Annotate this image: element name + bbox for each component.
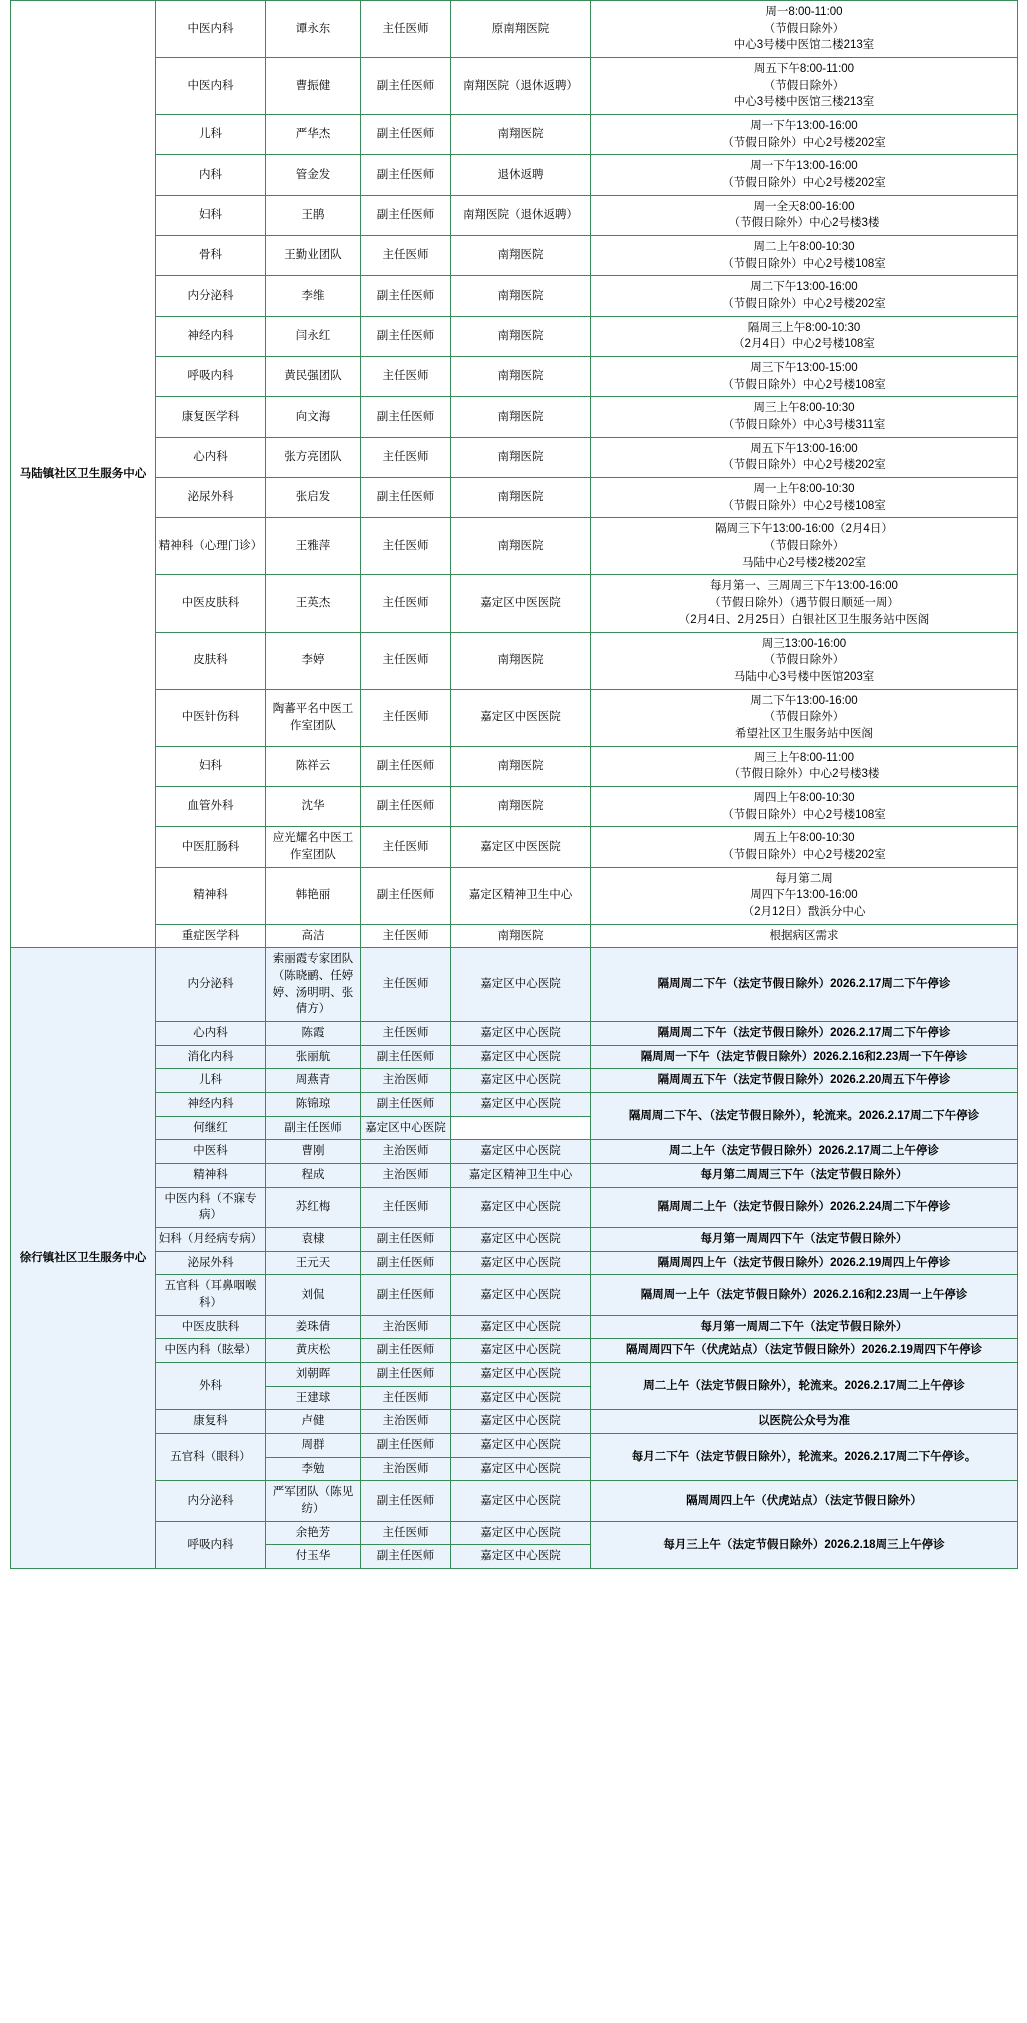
hospital-cell: 南翔医院 <box>451 924 591 948</box>
department-cell: 血管外科 <box>156 786 266 826</box>
department-cell: 内分泌科 <box>156 1481 266 1521</box>
expert-name-cell: 张启发 <box>266 478 361 518</box>
table-row <box>11 575 1018 632</box>
department-cell: 内分泌科 <box>156 276 266 316</box>
hospital-cell: 嘉定区中心医院 <box>451 1545 591 1569</box>
professional-title-cell: 主治医师 <box>361 1140 451 1164</box>
hospital-cell: 嘉定区中心医院 <box>451 1227 591 1251</box>
schedule-time-cell: 隔周周四下午（伏虎站点）（法定节假日除外）2026.2.19周四下午停诊 <box>591 1339 1018 1363</box>
schedule-time-cell: 每月第一周周二下午（法定节假日除外） <box>591 1315 1018 1339</box>
hospital-cell: 嘉定区中心医院 <box>451 1315 591 1339</box>
table-row <box>11 1140 1018 1164</box>
hospital-cell: 嘉定区中医医院 <box>451 689 591 746</box>
professional-title-cell: 主治医师 <box>361 1163 451 1187</box>
schedule-time-cell: 周二下午13:00-16:00 （节假日除外）中心2号楼202室 <box>591 276 1018 316</box>
schedule-time-cell: 每月第二周周三下午（法定节假日除外） <box>591 1163 1018 1187</box>
table-row <box>11 786 1018 826</box>
expert-name-cell: 王鹃 <box>266 195 361 235</box>
schedule-time-cell: 周四上午8:00-10:30 （节假日除外）中心2号楼108室 <box>591 786 1018 826</box>
hospital-cell: 南翔医院（退休返聘） <box>451 58 591 115</box>
department-cell: 内科 <box>156 155 266 195</box>
department-cell: 心内科 <box>156 437 266 477</box>
professional-title-cell: 主任医师 <box>361 437 451 477</box>
department-cell: 中医皮肤科 <box>156 575 266 632</box>
department-cell: 精神科 <box>156 867 266 924</box>
hospital-cell: 嘉定区中心医院 <box>361 1116 451 1140</box>
professional-title-cell: 主任医师 <box>361 1 451 58</box>
expert-name-cell: 黄民强团队 <box>266 357 361 397</box>
professional-title-cell: 主任医师 <box>361 518 451 575</box>
professional-title-cell: 副主任医师 <box>361 316 451 356</box>
table-row <box>11 518 1018 575</box>
table-row <box>11 689 1018 746</box>
hospital-cell: 嘉定区中心医院 <box>451 1251 591 1275</box>
expert-name-cell: 应光耀名中医工作室团队 <box>266 827 361 867</box>
table-row <box>11 1410 1018 1434</box>
expert-name-cell: 姜珠倩 <box>266 1315 361 1339</box>
table-row <box>11 1187 1018 1227</box>
hospital-cell: 退休返聘 <box>451 155 591 195</box>
hospital-cell: 嘉定区中心医院 <box>451 1069 591 1093</box>
professional-title-cell: 副主任医师 <box>361 1092 451 1116</box>
expert-name-cell: 王雅萍 <box>266 518 361 575</box>
schedule-time-cell: 周一上午8:00-10:30 （节假日除外）中心2号楼108室 <box>591 478 1018 518</box>
professional-title-cell: 副主任医师 <box>361 115 451 155</box>
table-row <box>11 1045 1018 1069</box>
expert-name-cell: 曹刚 <box>266 1140 361 1164</box>
schedule-time-cell: 周一下午13:00-16:00 （节假日除外）中心2号楼202室 <box>591 155 1018 195</box>
professional-title-cell: 主任医师 <box>361 948 451 1022</box>
schedule-time-cell: 周五下午13:00-16:00 （节假日除外）中心2号楼202室 <box>591 437 1018 477</box>
professional-title-cell: 主任医师 <box>361 689 451 746</box>
professional-title-cell: 主治医师 <box>361 1069 451 1093</box>
department-cell: 五官科（眼科） <box>156 1434 266 1481</box>
expert-name-cell: 索丽霞专家团队（陈晓鹂、任婷婷、汤明明、张倩方） <box>266 948 361 1022</box>
table-row <box>11 1315 1018 1339</box>
expert-name-cell: 王勤业团队 <box>266 236 361 276</box>
schedule-time-cell: 每月二下午（法定节假日除外），轮流来。2026.2.17周二下午停诊。 <box>591 1434 1018 1481</box>
hospital-cell: 南翔医院 <box>451 518 591 575</box>
department-cell: 皮肤科 <box>156 632 266 689</box>
professional-title-cell: 主治医师 <box>361 1457 451 1481</box>
department-cell: 中医肛肠科 <box>156 827 266 867</box>
department-cell: 中医内科 <box>156 58 266 115</box>
professional-title-cell: 副主任医师 <box>361 1434 451 1458</box>
expert-name-cell: 陈霞 <box>266 1021 361 1045</box>
schedule-time-cell: 周五上午8:00-10:30 （节假日除外）中心2号楼202室 <box>591 827 1018 867</box>
professional-title-cell: 主任医师 <box>361 575 451 632</box>
expert-schedule-table <box>10 0 1018 1569</box>
schedule-time-cell: 周二上午（法定节假日除外）2026.2.17周二上午停诊 <box>591 1140 1018 1164</box>
table-row <box>11 276 1018 316</box>
professional-title-cell: 副主任医师 <box>361 478 451 518</box>
professional-title-cell: 主任医师 <box>361 827 451 867</box>
expert-name-cell: 张丽航 <box>266 1045 361 1069</box>
professional-title-cell: 副主任医师 <box>361 1251 451 1275</box>
expert-name-cell: 陈锦琼 <box>266 1092 361 1116</box>
expert-name-cell: 袁棣 <box>266 1227 361 1251</box>
schedule-time-cell: 周二下午13:00-16:00 （节假日除外） 希望社区卫生服务站中医阁 <box>591 689 1018 746</box>
professional-title-cell: 副主任医师 <box>361 397 451 437</box>
department-cell: 中医内科（眩晕） <box>156 1339 266 1363</box>
schedule-time-cell: 隔周周二下午（法定节假日除外）2026.2.17周二下午停诊 <box>591 948 1018 1022</box>
table-row <box>11 1092 1018 1116</box>
expert-name-cell: 严军团队（陈见纺） <box>266 1481 361 1521</box>
expert-name-cell: 王元天 <box>266 1251 361 1275</box>
hospital-cell: 嘉定区中心医院 <box>451 1481 591 1521</box>
schedule-time-cell: 每月第二周 周四下午13:00-16:00 （2月12日）戬浜分中心 <box>591 867 1018 924</box>
professional-title-cell: 主任医师 <box>361 924 451 948</box>
department-cell: 泌尿外科 <box>156 1251 266 1275</box>
hospital-cell: 嘉定区精神卫生中心 <box>451 1163 591 1187</box>
hospital-cell: 南翔医院 <box>451 632 591 689</box>
department-cell: 儿科 <box>156 115 266 155</box>
schedule-time-cell: 周三下午13:00-15:00 （节假日除外）中心2号楼108室 <box>591 357 1018 397</box>
table-row <box>11 478 1018 518</box>
schedule-time-cell: 每月第一周周四下午（法定节假日除外） <box>591 1227 1018 1251</box>
table-row <box>11 948 1018 1022</box>
expert-name-cell: 何继红 <box>156 1116 266 1140</box>
professional-title-cell: 主任医师 <box>361 1521 451 1545</box>
schedule-time-cell: 周一全天8:00-16:00 （节假日除外）中心2号楼3楼 <box>591 195 1018 235</box>
schedule-time-cell: 隔周三上午8:00-10:30 （2月4日）中心2号楼108室 <box>591 316 1018 356</box>
department-cell: 康复医学科 <box>156 397 266 437</box>
schedule-time-cell: 每月三上午（法定节假日除外）2026.2.18周三上午停诊 <box>591 1521 1018 1568</box>
table-row <box>11 236 1018 276</box>
professional-title-cell: 副主任医师 <box>361 276 451 316</box>
schedule-time-cell: 周一下午13:00-16:00 （节假日除外）中心2号楼202室 <box>591 115 1018 155</box>
hospital-cell: 南翔医院 <box>451 357 591 397</box>
expert-name-cell: 王英杰 <box>266 575 361 632</box>
hospital-cell: 南翔医院 <box>451 478 591 518</box>
professional-title-cell: 副主任医师 <box>361 195 451 235</box>
table-row <box>11 437 1018 477</box>
hospital-cell: 南翔医院 <box>451 276 591 316</box>
schedule-time-cell: 隔周周四上午（法定节假日除外）2026.2.19周四上午停诊 <box>591 1251 1018 1275</box>
table-row <box>11 316 1018 356</box>
schedule-time-cell: 隔周周五下午（法定节假日除外）2026.2.20周五下午停诊 <box>591 1069 1018 1093</box>
table-row <box>11 867 1018 924</box>
department-cell: 中医针伤科 <box>156 689 266 746</box>
table-row <box>11 827 1018 867</box>
hospital-cell: 南翔医院 <box>451 397 591 437</box>
schedule-time-cell: 隔周周二下午、（法定节假日除外），轮流来。2026.2.17周二下午停诊 <box>591 1092 1018 1139</box>
table-row <box>11 1434 1018 1458</box>
hospital-cell: 南翔医院 <box>451 746 591 786</box>
professional-title-cell: 副主任医师 <box>361 746 451 786</box>
hospital-cell: 嘉定区中心医院 <box>451 948 591 1022</box>
expert-name-cell: 苏红梅 <box>266 1187 361 1227</box>
professional-title-cell: 副主任医师 <box>361 867 451 924</box>
schedule-time-cell: 周二上午8:00-10:30 （节假日除外）中心2号楼108室 <box>591 236 1018 276</box>
expert-name-cell: 卢健 <box>266 1410 361 1434</box>
schedule-time-cell: 周三上午8:00-10:30 （节假日除外）中心3号楼311室 <box>591 397 1018 437</box>
department-cell: 五官科（耳鼻咽喉科） <box>156 1275 266 1315</box>
schedule-time-cell: 每月第一、三周周三下午13:00-16:00 （节假日除外）（遇节假日顺延一周） （2月4日、2月25日）白银社区卫生服务站中医阁 <box>591 575 1018 632</box>
table-row <box>11 1363 1018 1387</box>
expert-name-cell: 沈华 <box>266 786 361 826</box>
table-row <box>11 632 1018 689</box>
hospital-cell: 南翔医院 <box>451 115 591 155</box>
hospital-cell: 嘉定区中心医院 <box>451 1045 591 1069</box>
expert-name-cell: 闫永红 <box>266 316 361 356</box>
department-cell: 内分泌科 <box>156 948 266 1022</box>
department-cell: 精神科（心理门诊） <box>156 518 266 575</box>
department-cell: 神经内科 <box>156 316 266 356</box>
professional-title-cell: 主任医师 <box>361 357 451 397</box>
professional-title-cell: 主治医师 <box>361 1315 451 1339</box>
professional-title-cell: 副主任医师 <box>361 1363 451 1387</box>
department-cell: 儿科 <box>156 1069 266 1093</box>
department-cell: 泌尿外科 <box>156 478 266 518</box>
department-cell: 呼吸内科 <box>156 1521 266 1568</box>
expert-name-cell: 程成 <box>266 1163 361 1187</box>
professional-title-cell: 副主任医师 <box>361 1545 451 1569</box>
hospital-cell: 嘉定区精神卫生中心 <box>451 867 591 924</box>
table-row <box>11 1521 1018 1545</box>
expert-name-cell: 曹振健 <box>266 58 361 115</box>
expert-name-cell: 周群 <box>266 1434 361 1458</box>
department-cell: 妇科 <box>156 195 266 235</box>
department-cell: 骨科 <box>156 236 266 276</box>
department-cell: 康复科 <box>156 1410 266 1434</box>
professional-title-cell: 主任医师 <box>361 1386 451 1410</box>
schedule-time-cell: 周三上午8:00-11:00 （节假日除外）中心2号楼3楼 <box>591 746 1018 786</box>
table-row <box>11 1 1018 58</box>
professional-title-cell: 副主任医师 <box>266 1116 361 1140</box>
table-row <box>11 1481 1018 1521</box>
expert-name-cell: 陈祥云 <box>266 746 361 786</box>
professional-title-cell: 副主任医师 <box>361 1045 451 1069</box>
hospital-cell: 南翔医院 <box>451 437 591 477</box>
department-cell: 神经内科 <box>156 1092 266 1116</box>
department-cell: 中医内科（不寐专病） <box>156 1187 266 1227</box>
department-cell: 消化内科 <box>156 1045 266 1069</box>
schedule-time-cell: 以医院公众号为准 <box>591 1410 1018 1434</box>
expert-name-cell: 王建球 <box>266 1386 361 1410</box>
department-cell: 精神科 <box>156 1163 266 1187</box>
table-row <box>11 1227 1018 1251</box>
table-row <box>11 115 1018 155</box>
professional-title-cell: 主治医师 <box>361 1410 451 1434</box>
table-row <box>11 1339 1018 1363</box>
table-row <box>11 1069 1018 1093</box>
professional-title-cell: 主任医师 <box>361 1021 451 1045</box>
hospital-cell: 嘉定区中医医院 <box>451 827 591 867</box>
professional-title-cell: 主任医师 <box>361 632 451 689</box>
hospital-cell: 嘉定区中心医院 <box>451 1521 591 1545</box>
professional-title-cell: 副主任医师 <box>361 155 451 195</box>
hospital-cell: 嘉定区中心医院 <box>451 1386 591 1410</box>
professional-title-cell: 主任医师 <box>361 236 451 276</box>
table-row <box>11 746 1018 786</box>
hospital-cell: 南翔医院（退休返聘） <box>451 195 591 235</box>
hospital-cell: 嘉定区中心医院 <box>451 1339 591 1363</box>
schedule-time-cell: 隔周周二下午（法定节假日除外）2026.2.17周二下午停诊 <box>591 1021 1018 1045</box>
expert-name-cell: 李勉 <box>266 1457 361 1481</box>
table-row <box>11 924 1018 948</box>
hospital-cell: 原南翔医院 <box>451 1 591 58</box>
professional-title-cell: 副主任医师 <box>361 1481 451 1521</box>
department-cell: 妇科（月经病专病） <box>156 1227 266 1251</box>
schedule-time-cell: 隔周周一上午（法定节假日除外）2026.2.16和2.23周一上午停诊 <box>591 1275 1018 1315</box>
professional-title-cell: 副主任医师 <box>361 1227 451 1251</box>
expert-name-cell: 刘朝晖 <box>266 1363 361 1387</box>
professional-title-cell: 副主任医师 <box>361 58 451 115</box>
hospital-cell: 南翔医院 <box>451 316 591 356</box>
expert-name-cell: 严华杰 <box>266 115 361 155</box>
professional-title-cell: 副主任医师 <box>361 786 451 826</box>
table-body <box>11 1 1018 1569</box>
expert-name-cell: 谭永东 <box>266 1 361 58</box>
professional-title-cell: 副主任医师 <box>361 1339 451 1363</box>
hospital-cell: 嘉定区中心医院 <box>451 1275 591 1315</box>
schedule-time-cell: 周二上午（法定节假日除外），轮流来。2026.2.17周二上午停诊 <box>591 1363 1018 1410</box>
expert-name-cell: 张方亮团队 <box>266 437 361 477</box>
table-row <box>11 357 1018 397</box>
hospital-cell: 嘉定区中心医院 <box>451 1363 591 1387</box>
table-row <box>11 1163 1018 1187</box>
expert-name-cell: 余艳芳 <box>266 1521 361 1545</box>
table-row <box>11 155 1018 195</box>
expert-name-cell: 李维 <box>266 276 361 316</box>
hospital-cell: 南翔医院 <box>451 236 591 276</box>
expert-name-cell: 周燕青 <box>266 1069 361 1093</box>
hospital-cell: 嘉定区中心医院 <box>451 1140 591 1164</box>
department-cell: 外科 <box>156 1363 266 1410</box>
professional-title-cell: 副主任医师 <box>361 1275 451 1315</box>
schedule-time-cell: 周一8:00-11:00 （节假日除外） 中心3号楼中医馆二楼213室 <box>591 1 1018 58</box>
hospital-cell: 嘉定区中心医院 <box>451 1021 591 1045</box>
table-row <box>11 1251 1018 1275</box>
hospital-cell: 嘉定区中心医院 <box>451 1457 591 1481</box>
hospital-cell: 嘉定区中心医院 <box>451 1434 591 1458</box>
department-cell: 中医内科 <box>156 1 266 58</box>
hospital-cell: 嘉定区中医医院 <box>451 575 591 632</box>
schedule-time-cell: 根据病区需求 <box>591 924 1018 948</box>
department-cell: 妇科 <box>156 746 266 786</box>
table-row <box>11 397 1018 437</box>
expert-name-cell: 高洁 <box>266 924 361 948</box>
department-cell: 心内科 <box>156 1021 266 1045</box>
department-cell: 中医科 <box>156 1140 266 1164</box>
schedule-time-cell: 隔周周二上午（法定节假日除外）2026.2.24周二下午停诊 <box>591 1187 1018 1227</box>
expert-name-cell: 付玉华 <box>266 1545 361 1569</box>
expert-name-cell: 向文海 <box>266 397 361 437</box>
professional-title-cell: 主任医师 <box>361 1187 451 1227</box>
expert-name-cell: 黄庆松 <box>266 1339 361 1363</box>
service-center-name: 徐行镇社区卫生服务中心 <box>11 948 156 1569</box>
hospital-cell: 南翔医院 <box>451 786 591 826</box>
schedule-time-cell: 隔周三下午13:00-16:00（2月4日） （节假日除外） 马陆中心2号楼2楼202室 <box>591 518 1018 575</box>
schedule-time-cell: 周五下午8:00-11:00 （节假日除外） 中心3号楼中医馆三楼213室 <box>591 58 1018 115</box>
expert-name-cell: 陶蕃平名中医工作室团队 <box>266 689 361 746</box>
hospital-cell: 嘉定区中心医院 <box>451 1187 591 1227</box>
service-center-name: 马陆镇社区卫生服务中心 <box>11 1 156 948</box>
table-row <box>11 195 1018 235</box>
department-cell: 重症医学科 <box>156 924 266 948</box>
schedule-time-cell: 隔周周四上午（伏虎站点）（法定节假日除外） <box>591 1481 1018 1521</box>
department-cell: 中医皮肤科 <box>156 1315 266 1339</box>
hospital-cell: 嘉定区中心医院 <box>451 1410 591 1434</box>
table-row <box>11 58 1018 115</box>
expert-name-cell: 管金发 <box>266 155 361 195</box>
expert-name-cell: 韩艳丽 <box>266 867 361 924</box>
table-row <box>11 1021 1018 1045</box>
schedule-time-cell: 隔周周一下午（法定节假日除外）2026.2.16和2.23周一下午停诊 <box>591 1045 1018 1069</box>
expert-name-cell: 刘侃 <box>266 1275 361 1315</box>
hospital-cell: 嘉定区中心医院 <box>451 1092 591 1116</box>
schedule-time-cell: 周三13:00-16:00 （节假日除外） 马陆中心3号楼中医馆203室 <box>591 632 1018 689</box>
department-cell: 呼吸内科 <box>156 357 266 397</box>
expert-name-cell: 李婷 <box>266 632 361 689</box>
table-row <box>11 1275 1018 1315</box>
